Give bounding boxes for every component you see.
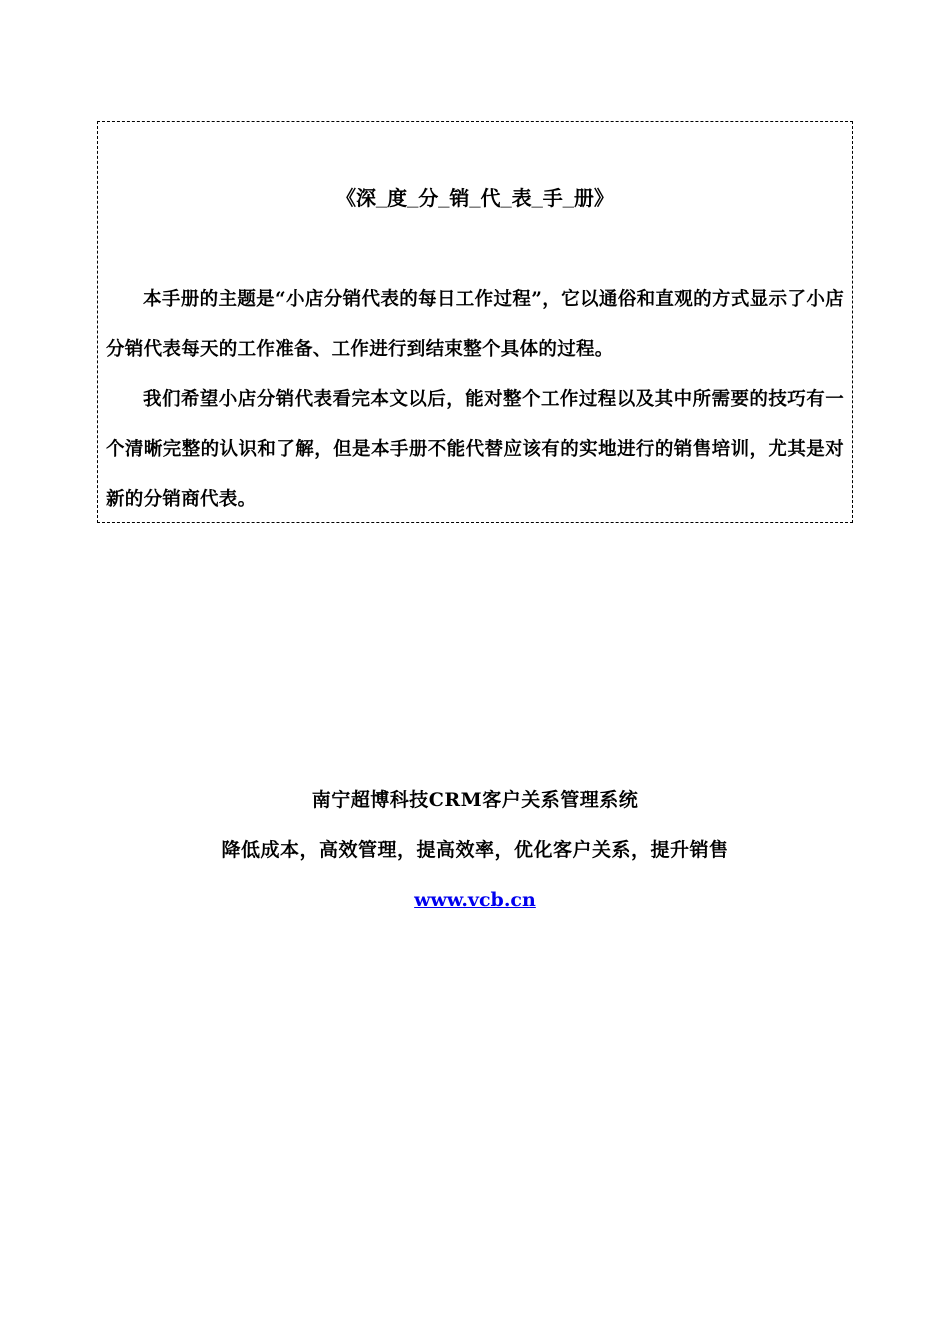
company-slogan: 降低成本，高效管理，提高效率，优化客户关系，提升销售: [221, 839, 729, 861]
document-title: 《深_度_分_销_代_表_手_册》: [336, 188, 614, 210]
intro-paragraph: 本手册的主题是“小店分销代表的每日工作过程”，它以通俗和直观的方式显示了小店分销代表每天的工作准备、工作进行到结束整个具体的过程。: [106, 289, 844, 360]
purpose-paragraph: 我们希望小店分销代表看完本文以后，能对整个工作过程以及其中所需要的技巧有一个清晰完整的认识和了解，但是本手册不能代替应该有的实地进行的销售培训，尤其是对新的分销商代表。: [106, 389, 844, 510]
website-link[interactable]: www.vcb.cn: [414, 889, 536, 911]
company-name: 南宁超博科技CRM客户关系管理系统: [311, 789, 639, 811]
